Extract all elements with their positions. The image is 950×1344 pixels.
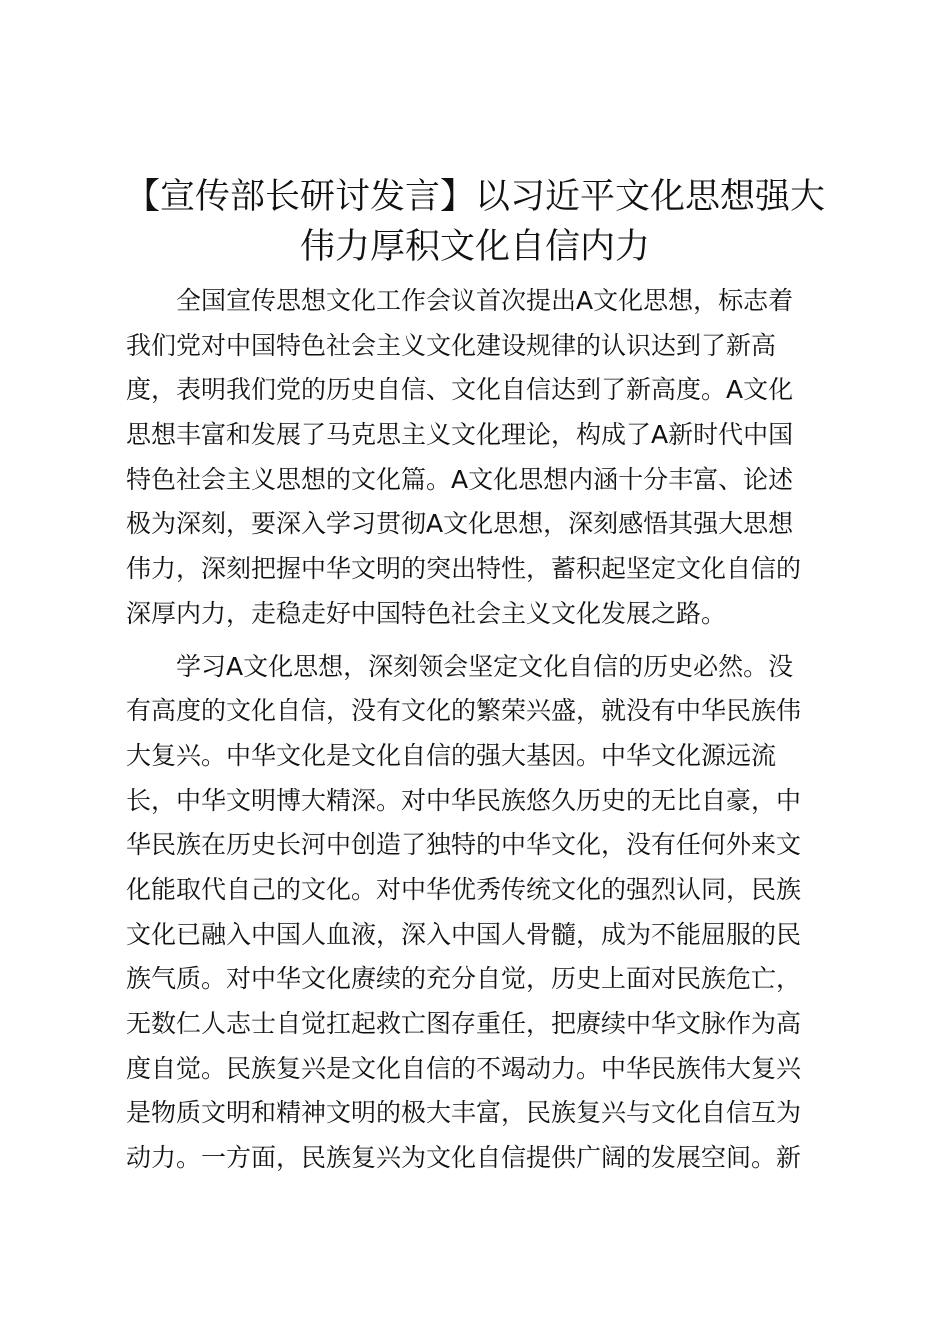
paragraph-line: 思想丰富和发展了马克思主义文化理论，构成了A新时代中国 <box>126 420 794 450</box>
paragraph-line: 族气质。对中华文化赓续的充分自觉，历史上面对民族危亡， <box>126 964 802 994</box>
paragraph-line: 是物质文明和精神文明的极大丰富，民族复兴与文化自信互为 <box>126 1098 802 1128</box>
document-title <box>100 172 850 272</box>
paragraph-1 <box>126 279 826 637</box>
paragraph-2 <box>126 645 826 1181</box>
paragraph-line: 特色社会主义思想的文化篇。A文化思想内涵十分丰富、论述 <box>126 464 794 494</box>
paragraph-line: 无数仁人志士自觉扛起救亡图存重任，把赓续中华文脉作为高 <box>126 1009 802 1038</box>
paragraph-line: 学习A文化思想，深刻领会坚定文化自信的历史必然。没 <box>176 651 794 681</box>
document-body <box>126 279 826 1181</box>
paragraph-line: 文化已融入中国人血液，深入中国人骨髓，成为不能屈服的民 <box>126 919 802 949</box>
paragraph-line: 有高度的文化自信，没有文化的繁荣兴盛，就没有中华民族伟 <box>126 696 802 726</box>
paragraph-line: 我们党对中国特色社会主义文化建设规律的认识达到了新高 <box>126 330 777 360</box>
paragraph-line: 度，表明我们党的历史自信、文化自信达到了新高度。A文化 <box>126 375 794 405</box>
paragraph-spacer <box>126 637 826 645</box>
paragraph-line: 深厚内力，走稳走好中国特色社会主义文化发展之路。 <box>126 598 727 628</box>
title-line-1: 【宣传部长研讨发言】以习近平文化思想强大 <box>124 177 825 217</box>
paragraph-line: 极为深刻，要深入学习贯彻A文化思想，深刻感悟其强大思想 <box>126 509 794 539</box>
paragraph-line: 动力。一方面，民族复兴为文化自信提供广阔的发展空间。新 <box>126 1143 802 1173</box>
paragraph-line: 全国宣传思想文化工作会议首次提出A文化思想，标志着 <box>176 286 794 315</box>
paragraph-line: 伟力，深刻把握中华文明的突出特性，蓄积起坚定文化自信的 <box>126 554 802 584</box>
paragraph-line: 大复兴。中华文化是文化自信的强大基因。中华文化源远流 <box>126 740 777 770</box>
paragraph-line: 华民族在历史长河中创造了独特的中华文化，没有任何外来文 <box>126 830 802 860</box>
paragraph-line: 长，中华文明博大精深。对中华民族悠久历史的无比自豪，中 <box>126 785 802 815</box>
title-line-2: 伟力厚积文化自信内力 <box>299 227 650 267</box>
paragraph-line: 化能取代自己的文化。对中华优秀传统文化的强烈认同，民族 <box>126 874 802 904</box>
paragraph-line: 度自觉。民族复兴是文化自信的不竭动力。中华民族伟大复兴 <box>126 1053 802 1083</box>
